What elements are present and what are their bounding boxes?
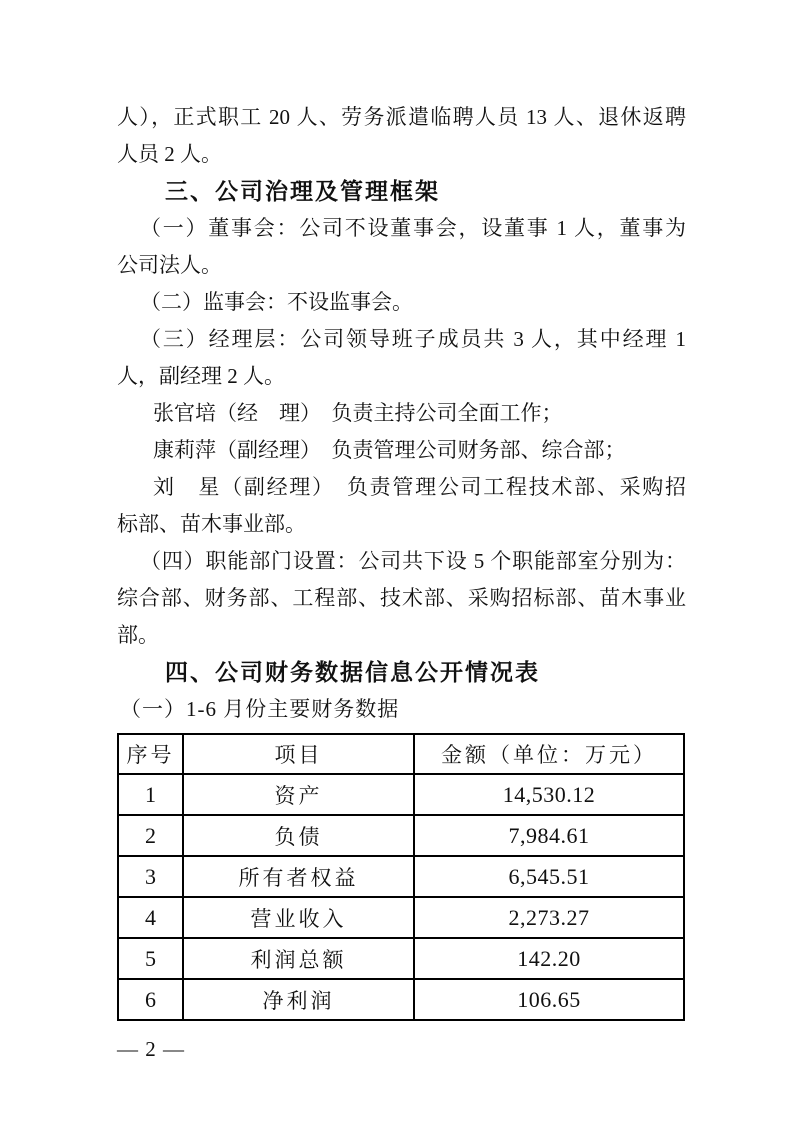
- column-header-index: 序号: [118, 734, 183, 774]
- row-item: 净利润: [183, 979, 414, 1020]
- subheading-financial-data: （一）1-6 月份主要财务数据: [120, 697, 400, 721]
- table-row: [118, 856, 684, 897]
- paragraph-line: 人），正式职工 20 人、劳务派遣临聘人员 13 人、退休返聘: [117, 105, 686, 129]
- paragraph-line: 康莉萍（副经理） 负责管理公司财务部、综合部；: [153, 438, 626, 462]
- column-header-item: 项目: [183, 734, 414, 774]
- table-row: [118, 938, 684, 979]
- paragraph-line: 张官培（经 理） 负责主持公司全面工作；: [153, 401, 563, 425]
- row-index: 1: [118, 774, 183, 815]
- paragraph-line: 公司法人。: [117, 253, 222, 277]
- paragraph-line: 人，副经理 2 人。: [117, 364, 285, 388]
- paragraph-line: （二）监事会：不设监事会。: [140, 290, 413, 314]
- row-item: 利润总额: [183, 938, 414, 979]
- paragraph-line: 人员 2 人。: [117, 142, 222, 166]
- financial-table: [117, 733, 685, 1021]
- paragraph-line: 综合部、财务部、工程部、技术部、采购招标部、苗木事业: [117, 586, 686, 610]
- table-row: [118, 815, 684, 856]
- row-item: 所有者权益: [183, 856, 414, 897]
- row-item: 负债: [183, 815, 414, 856]
- row-item: 营业收入: [183, 897, 414, 938]
- row-index: 2: [118, 815, 183, 856]
- paragraph-line: （一）董事会：公司不设董事会，设董事 1 人，董事为: [140, 216, 686, 240]
- section-heading-governance: 三、公司治理及管理框架: [165, 178, 440, 204]
- document-body: [117, 99, 686, 728]
- row-index: 6: [118, 979, 183, 1020]
- column-header-amount: 金额（单位：万元）: [414, 734, 684, 774]
- section-heading-financial: 四、公司财务数据信息公开情况表: [165, 659, 540, 685]
- row-index: 3: [118, 856, 183, 897]
- row-amount: 6,545.51: [414, 856, 684, 897]
- row-amount: 14,530.12: [414, 774, 684, 815]
- row-amount: 7,984.61: [414, 815, 684, 856]
- table-header-row: [118, 734, 684, 774]
- paragraph-line: 部。: [117, 623, 159, 647]
- row-amount: 106.65: [414, 979, 684, 1020]
- page-number: — 2 —: [117, 1037, 185, 1061]
- row-index: 5: [118, 938, 183, 979]
- paragraph-line: （三）经理层：公司领导班子成员共 3 人，其中经理 1: [140, 327, 686, 351]
- paragraph-line: （四）职能部门设置：公司共下设 5 个职能部室分别为：: [140, 549, 686, 573]
- table-row: [118, 979, 684, 1020]
- paragraph-line: 刘 星（副经理） 负责管理公司工程技术部、采购招: [153, 475, 686, 499]
- row-amount: 142.20: [414, 938, 684, 979]
- paragraph-line: 标部、苗木事业部。: [117, 512, 306, 536]
- table-row: [118, 774, 684, 815]
- row-index: 4: [118, 897, 183, 938]
- table-row: [118, 897, 684, 938]
- row-amount: 2,273.27: [414, 897, 684, 938]
- row-item: 资产: [183, 774, 414, 815]
